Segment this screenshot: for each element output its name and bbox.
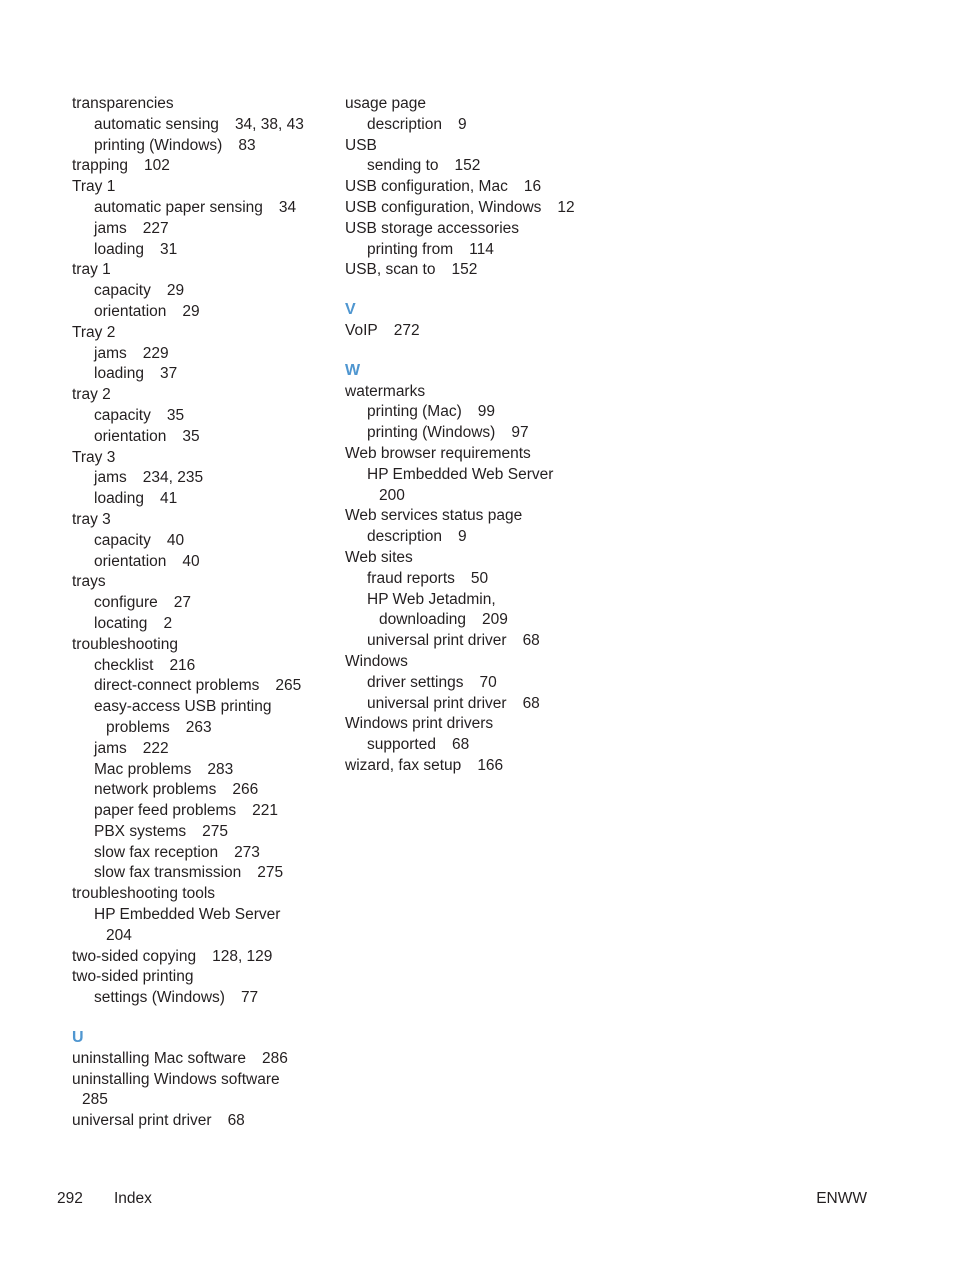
- index-page-ref: 68: [451, 736, 470, 754]
- index-page-ref: 166: [477, 756, 504, 774]
- index-entry: [345, 198, 615, 219]
- index-entry: [345, 756, 615, 777]
- document-code: ENWW: [816, 1190, 867, 1207]
- index-entry: [72, 572, 342, 593]
- index-subentry: [72, 739, 342, 760]
- index-term: Web sites: [345, 548, 413, 566]
- index-subentry: [72, 406, 342, 427]
- index-entry: [72, 385, 342, 406]
- index-page-ref: 283: [207, 760, 234, 778]
- index-subentry: [345, 735, 615, 756]
- index-subentry: [72, 468, 342, 489]
- index-page-ref: 34, 38, 43: [234, 115, 304, 133]
- index-term: Windows print drivers: [345, 715, 494, 733]
- index-page-ref: 9: [457, 115, 467, 133]
- index-entry: [345, 321, 615, 342]
- index-term: transparencies: [72, 95, 174, 112]
- index-term: problems: [106, 718, 170, 736]
- index-term: Web services status page: [345, 507, 523, 525]
- index-page-ref: 35: [166, 406, 185, 424]
- index-page-ref: 229: [142, 344, 169, 362]
- index-term: orientation: [94, 427, 167, 445]
- index-subentry: [72, 780, 342, 801]
- index-page-ref: 272: [393, 321, 420, 339]
- index-term: slow fax reception: [94, 843, 219, 861]
- index-entry: [72, 947, 342, 968]
- index-page-ref: 152: [451, 261, 478, 279]
- index-page-ref: 102: [144, 157, 170, 175]
- index-term: printing (Mac): [367, 403, 462, 421]
- index-subentry: [72, 593, 342, 614]
- index-entry: [345, 260, 615, 281]
- index-term: jams: [94, 344, 127, 362]
- index-term: troubleshooting tools: [72, 885, 216, 903]
- index-entry: [72, 1049, 342, 1070]
- index-entry: [345, 548, 615, 569]
- index-page-ref: 265: [275, 677, 302, 695]
- index-term: uninstalling Windows software: [72, 1070, 280, 1088]
- index-letter-heading: W: [345, 361, 361, 379]
- index-page-ref: 114: [469, 240, 494, 258]
- index-subentry: [345, 631, 615, 652]
- index-page-ref: 41: [160, 490, 178, 508]
- index-term: trays: [72, 573, 106, 591]
- index-term: Mac problems: [94, 760, 192, 778]
- index-subentry: [72, 531, 342, 552]
- index-term: 285: [82, 1091, 108, 1109]
- index-subentry: [345, 402, 615, 423]
- index-term: paper feed problems: [94, 802, 237, 820]
- index-term: printing (Windows): [367, 424, 496, 442]
- index-term: uninstalling Mac software: [72, 1049, 247, 1067]
- index-term: slow fax transmission: [94, 864, 242, 882]
- index-entry: [72, 1111, 342, 1132]
- index-page-ref: 286: [262, 1049, 288, 1067]
- index-term: capacity: [94, 282, 151, 300]
- index-term: printing from: [367, 240, 454, 258]
- index-page-ref: 50: [470, 569, 489, 587]
- index-subentry: [345, 590, 615, 611]
- index-subentry: [72, 281, 342, 302]
- index-entry: [72, 260, 342, 281]
- index-term: configure: [94, 594, 158, 612]
- index-term: universal print driver: [367, 694, 507, 712]
- index-term: direct-connect problems: [94, 677, 260, 695]
- index-page-ref: 35: [182, 427, 200, 445]
- index-subentry: [345, 465, 615, 486]
- index-page-ref: 273: [234, 843, 260, 861]
- index-term: automatic paper sensing: [94, 198, 263, 216]
- index-term: troubleshooting: [72, 635, 178, 653]
- index-term: trapping: [72, 157, 129, 175]
- index-subentry: [72, 240, 342, 261]
- index-term: driver settings: [367, 673, 464, 691]
- index-subentry: [72, 115, 342, 136]
- index-term: USB, scan to: [345, 261, 436, 279]
- index-term: 204: [106, 926, 132, 944]
- index-letter-heading: V: [345, 301, 356, 319]
- index-page-ref: 99: [477, 403, 495, 421]
- index-term: orientation: [94, 302, 167, 320]
- index-subentry: [72, 552, 342, 573]
- index-term: USB configuration, Mac: [345, 178, 508, 196]
- index-term: orientation: [94, 552, 167, 570]
- index-subentry: [72, 219, 342, 240]
- index-subentry: [72, 760, 342, 781]
- index-term: jams: [94, 219, 127, 237]
- index-entry: [345, 136, 615, 157]
- index-subentry: [72, 843, 342, 864]
- index-term: 200: [379, 486, 405, 504]
- index-term: USB: [345, 136, 377, 154]
- index-entry: [345, 652, 615, 673]
- index-term: downloading: [379, 611, 467, 629]
- index-term: Tray 1: [72, 178, 116, 196]
- index-page-ref: 40: [166, 531, 185, 549]
- index-page-ref: 16: [523, 178, 542, 196]
- index-term: jams: [94, 469, 127, 487]
- index-term: wizard, fax setup: [345, 756, 462, 774]
- index-page-ref: 227: [142, 219, 169, 237]
- section-name: Index: [114, 1190, 152, 1207]
- index-page-ref: 68: [227, 1112, 245, 1130]
- index-subentry: [72, 614, 342, 635]
- index-term: Tray 3: [72, 448, 116, 466]
- index-entry: [345, 94, 615, 115]
- index-entry: [72, 323, 342, 344]
- index-term: universal print driver: [367, 632, 507, 650]
- index-page-ref: 128, 129: [212, 947, 273, 965]
- index-subentry: [72, 1090, 342, 1111]
- index-term: settings (Windows): [94, 989, 225, 1007]
- index-subentry: [72, 988, 342, 1009]
- index-page-ref: 77: [240, 989, 259, 1007]
- page-footer: [57, 1188, 867, 1210]
- index-term: USB configuration, Windows: [345, 198, 542, 216]
- index-entry: [72, 448, 342, 469]
- index-page-ref: 37: [160, 365, 178, 383]
- index-subentry: [72, 198, 342, 219]
- index-term: HP Embedded Web Server: [94, 906, 281, 924]
- index-subentry: [72, 718, 342, 739]
- index-page-ref: 9: [457, 528, 467, 546]
- index-subentry: [345, 673, 615, 694]
- index-term: universal print driver: [72, 1112, 212, 1130]
- index-entry: [72, 635, 342, 656]
- index-subentry: [72, 302, 342, 323]
- index-subentry: [72, 822, 342, 843]
- index-term: HP Web Jetadmin,: [367, 590, 496, 608]
- index-term: two-sided copying: [72, 947, 197, 965]
- index-subentry: [72, 656, 342, 677]
- index-term: two-sided printing: [72, 968, 194, 986]
- index-subentry: [345, 156, 615, 177]
- index-term: jams: [94, 739, 127, 757]
- index-term: VoIP: [345, 321, 378, 339]
- index-page-ref: 209: [482, 611, 508, 629]
- index-page-ref: 70: [479, 673, 497, 691]
- index-subentry: [72, 926, 342, 947]
- index-subentry: [72, 136, 342, 157]
- index-subentry: [72, 676, 342, 697]
- index-term: Windows: [345, 652, 408, 670]
- index-term: description: [367, 528, 442, 546]
- index-term: sending to: [367, 157, 439, 175]
- index-page-ref: 27: [173, 594, 192, 612]
- index-page-ref: 152: [454, 157, 481, 175]
- index-term: Web browser requirements: [345, 444, 531, 462]
- index-column-left: [72, 94, 342, 1132]
- index-page-ref: 275: [257, 864, 284, 882]
- index-page-ref: 40: [182, 552, 200, 570]
- index-entry: [72, 177, 342, 198]
- index-entry: [345, 219, 615, 240]
- index-term: USB storage accessories: [345, 219, 520, 237]
- index-term: usage page: [345, 95, 427, 112]
- index-subentry: [72, 344, 342, 365]
- index-subentry: [345, 240, 615, 261]
- index-term: locating: [94, 614, 148, 632]
- index-page-ref: 34: [278, 198, 297, 216]
- index-term: PBX systems: [94, 822, 187, 840]
- index-term: HP Embedded Web Server: [367, 465, 554, 483]
- index-term: tray 2: [72, 386, 111, 404]
- index-subentry: [345, 423, 615, 444]
- index-subentry: [72, 801, 342, 822]
- index-term: description: [367, 115, 442, 133]
- index-page-ref: 97: [511, 424, 529, 442]
- index-term: tray 1: [72, 261, 111, 279]
- index-term: checklist: [94, 656, 154, 674]
- index-subentry: [345, 610, 615, 631]
- index-entry: [72, 1070, 342, 1091]
- index-page-ref: 221: [252, 802, 279, 820]
- index-term: printing (Windows): [94, 136, 223, 154]
- index-column-right: [345, 94, 615, 777]
- index-page-ref: 216: [169, 656, 196, 674]
- index-term: watermarks: [345, 382, 426, 400]
- index-page-ref: 29: [166, 282, 185, 300]
- index-subentry: [72, 364, 342, 385]
- index-entry: [72, 510, 342, 531]
- index-page-ref: 12: [557, 198, 575, 216]
- index-term: supported: [367, 736, 436, 754]
- index-subentry: [345, 569, 615, 590]
- index-page-ref: 222: [142, 739, 169, 757]
- index-term: Tray 2: [72, 323, 116, 341]
- index-term: loading: [94, 365, 144, 383]
- index-entry: [345, 714, 615, 735]
- page-number: 292: [57, 1190, 83, 1207]
- index-page-ref: 29: [182, 302, 200, 320]
- index-entry: [345, 506, 615, 527]
- index-entry: [72, 94, 342, 115]
- index-entry: [72, 884, 342, 905]
- index-term: loading: [94, 240, 144, 258]
- index-page-ref: 68: [522, 632, 540, 650]
- index-entry: [345, 177, 615, 198]
- index-entry: [72, 967, 342, 988]
- index-term: loading: [94, 490, 144, 508]
- index-letter-heading: U: [72, 1029, 84, 1047]
- index-subentry: [72, 863, 342, 884]
- index-subentry: [345, 115, 615, 136]
- index-term: tray 3: [72, 510, 111, 528]
- index-subentry: [72, 427, 342, 448]
- index-term: easy-access USB printing: [94, 698, 272, 716]
- index-term: fraud reports: [367, 569, 455, 587]
- index-page-ref: 275: [202, 822, 229, 840]
- index-page-ref: 31: [160, 240, 178, 258]
- index-subentry: [345, 527, 615, 548]
- index-term: automatic sensing: [94, 115, 219, 133]
- index-entry: [72, 156, 342, 177]
- index-subentry: [345, 486, 615, 507]
- index-term: capacity: [94, 531, 151, 549]
- index-subentry: [72, 489, 342, 510]
- index-page-ref: 266: [232, 781, 259, 799]
- index-page-ref: 263: [185, 718, 212, 736]
- index-term: network problems: [94, 781, 217, 799]
- index-page-ref: 234, 235: [142, 469, 204, 487]
- index-entry: [345, 444, 615, 465]
- index-entry: [345, 382, 615, 403]
- index-subentry: [72, 697, 342, 718]
- index-subentry: [345, 694, 615, 715]
- index-page-ref: 68: [522, 694, 540, 712]
- index-subentry: [72, 905, 342, 926]
- index-term: capacity: [94, 406, 151, 424]
- index-page-ref: 2: [163, 614, 173, 632]
- index-page-ref: 83: [238, 136, 256, 154]
